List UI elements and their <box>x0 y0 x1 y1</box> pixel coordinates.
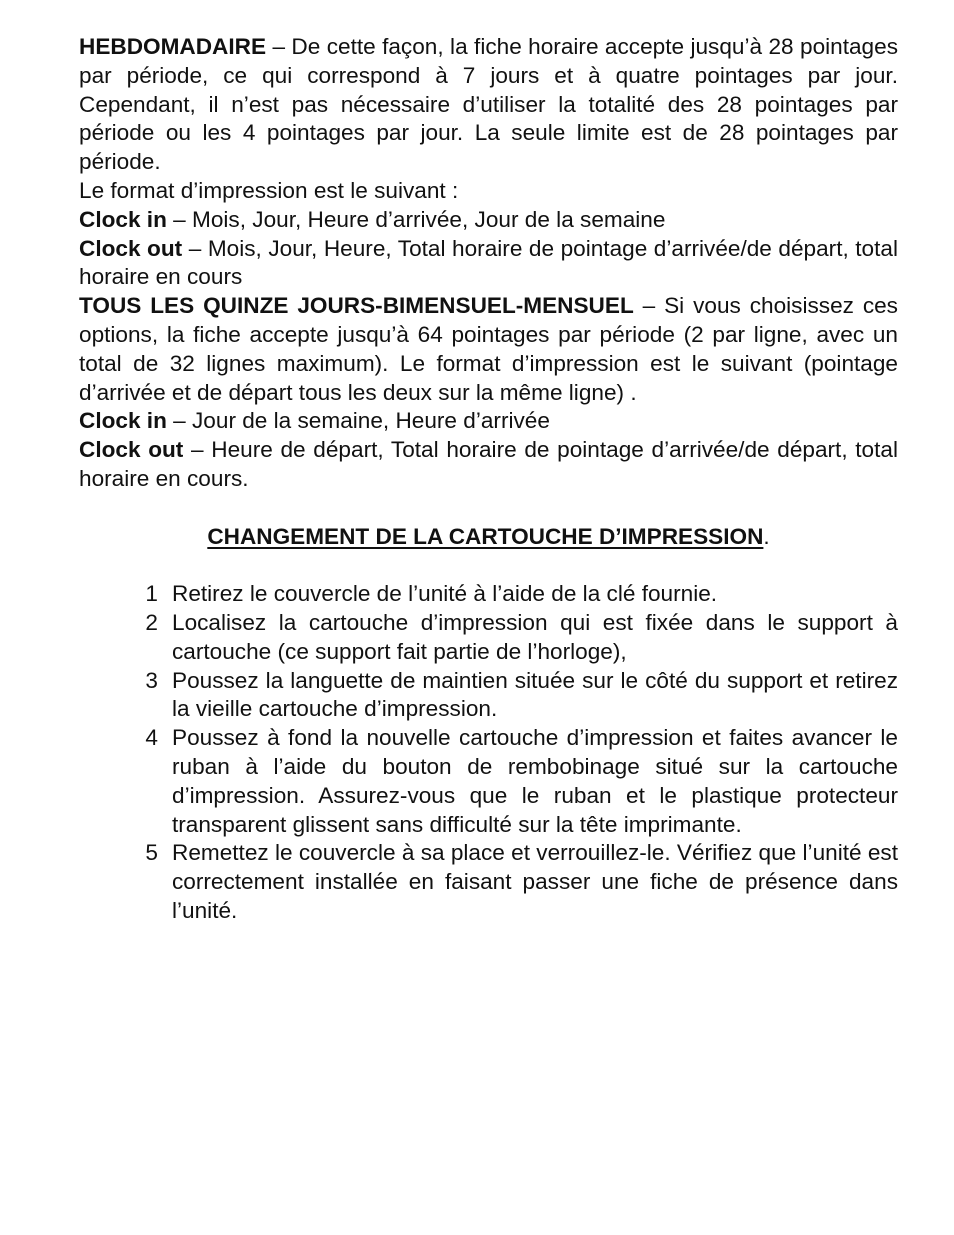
step-number: 4 <box>145 725 158 751</box>
biweekly-label: TOUS LES QUINZE JOURS-BIMENSUEL-MENSUEL <box>79 293 634 319</box>
weekly-clock-in-text: – Mois, Jour, Heure d’arrivée, Jour de la semaine <box>166 206 666 232</box>
biweekly-clock-in-text: – Jour de la semaine, Heure d’arrivée <box>166 408 550 434</box>
biweekly-clock-out-line <box>79 436 898 494</box>
step-number: 1 <box>145 581 158 607</box>
section-heading <box>79 523 898 552</box>
step-text: Poussez à fond la nouvelle cartouche d’impression et faites avancer le ruban à l’aide du bouton de rembobinage situé sur la cartouche d’impression. Assurez-vous que le ruban et le plastique protecteur transparent glissent sans difficulté sur la tête imprimante. <box>172 725 898 837</box>
weekly-clock-out-label: Clock out <box>79 235 183 261</box>
list-item <box>79 839 898 925</box>
weekly-clock-out-line <box>79 235 898 293</box>
step-number: 5 <box>145 840 158 866</box>
document-page <box>79 33 898 926</box>
step-text: Poussez la languette de maintien située sur le côté du support et retirez la vieille cartouche d’impression. <box>172 667 898 722</box>
biweekly-clock-in-label: Clock in <box>79 408 167 434</box>
weekly-clock-in-label: Clock in <box>79 206 167 232</box>
biweekly-paragraph <box>79 292 898 407</box>
biweekly-clock-out-label: Clock out <box>79 437 184 463</box>
list-item <box>79 580 898 609</box>
step-number: 3 <box>145 667 158 693</box>
list-item <box>79 667 898 725</box>
section-heading-title: CHANGEMENT DE LA CARTOUCHE D’IMPRESSION <box>207 523 764 549</box>
step-number: 2 <box>145 609 158 635</box>
list-item <box>79 609 898 667</box>
step-text: Remettez le couvercle à sa place et verrouillez-le. Vérifiez que l’unité est correctement installée en faisant passer une fiche de présence dans l’unité. <box>172 840 898 923</box>
weekly-clock-in-line <box>79 206 898 235</box>
list-item <box>79 724 898 839</box>
weekly-clock-out-text: – Mois, Jour, Heure, Total horaire de pointage d’arrivée/de départ, total horaire en cours <box>79 235 898 290</box>
step-text: Localisez la cartouche d’impression qui est fixée dans le support à cartouche (ce support fait partie de l’horloge), <box>172 609 898 664</box>
weekly-label: HEBDOMADAIRE <box>79 34 267 59</box>
biweekly-clock-out-text: – Heure de départ, Total horaire de pointage d’arrivée/de départ, total horaire en cours. <box>79 437 898 491</box>
step-text: Retirez le couvercle de l’unité à l’aide de la clé fournie. <box>172 581 718 607</box>
weekly-paragraph <box>79 33 898 177</box>
steps-list <box>79 580 898 926</box>
section-heading-trailing: . <box>763 523 770 549</box>
weekly-text: – De cette façon, la fiche horaire accepte jusqu’à 28 pointages par période, ce qui correspond à 7 jours et à quatre pointages par jour. Cependant, il n’est pas nécessaire d’utiliser la totalité des 28 pointages par période ou les 4 pointages par jour. La seule limite est de 28 pointages par période. <box>79 34 898 175</box>
format-intro: Le format d’impression est le suivant : <box>79 177 459 203</box>
biweekly-text: – Si vous choisissez ces options, la fiche accepte jusqu’à 64 pointages par période (2 par ligne, avec un total de 32 lignes maximum). Le format d’impression est le suivant (pointage d’arrivée et de départ tous les deux sur la même ligne) . <box>79 293 898 405</box>
biweekly-clock-in-line <box>79 407 898 436</box>
